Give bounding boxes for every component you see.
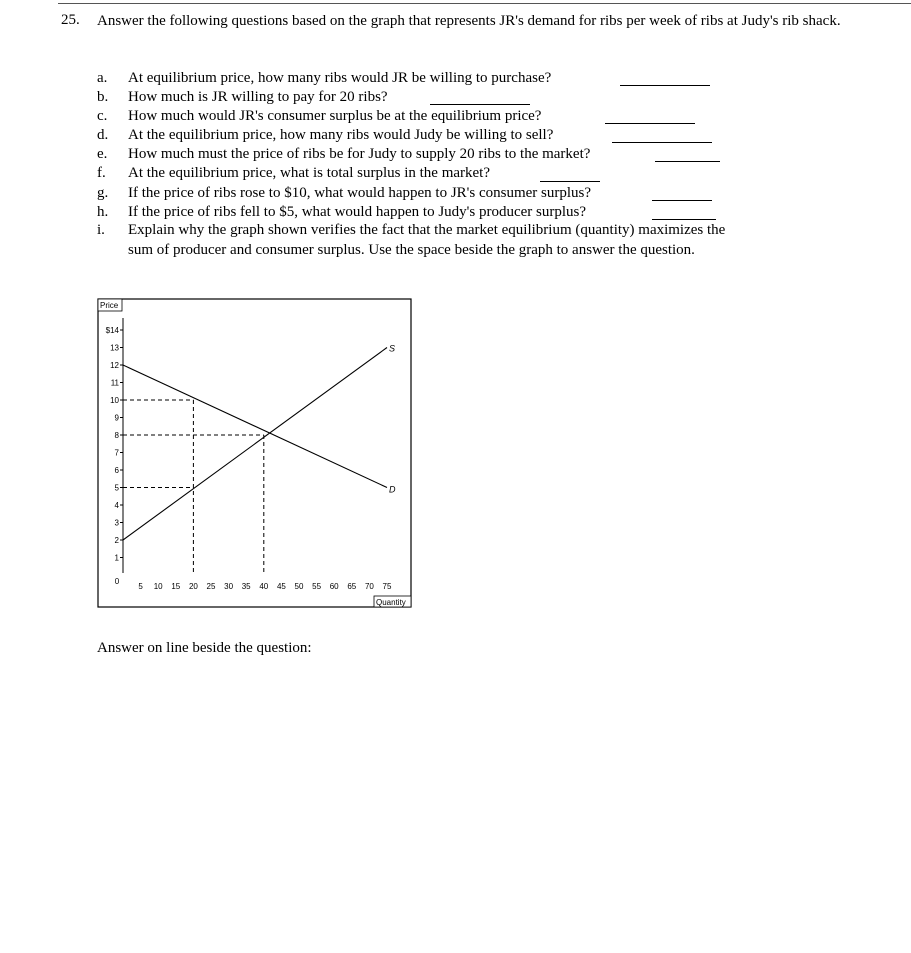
top-rule	[58, 3, 911, 4]
item-text: If the price of ribs rose to $10, what would happen to JR's consumer surplus?	[128, 184, 592, 201]
item-text: Explain why the graph shown verifies the fact that the market equilibrium (quantity) maximizes the sum of producer and consumer surplus. Use the space beside the graph to answer the question.	[128, 222, 726, 258]
item-text: If the price of ribs fell to $5, what would happen to Judy's producer surplus?	[128, 203, 587, 220]
x-tick-label: 40	[259, 582, 269, 591]
x-tick-label: 10	[153, 582, 163, 591]
y-tick-label: 11	[110, 378, 119, 388]
x-tick-label: 20	[188, 582, 198, 591]
item-letter: c.	[97, 108, 108, 125]
item-text: At the equilibrium price, what is total surplus in the market?	[128, 165, 490, 182]
item-letter: i.	[97, 222, 105, 238]
item-text: At the equilibrium price, how many ribs would Judy be willing to sell?	[128, 127, 554, 144]
y-tick-label: 8	[114, 431, 119, 440]
item-letter: f.	[97, 165, 106, 182]
question-prompt: Answer the following questions based on the graph that represents JR's demand for ribs per week of ribs at Judy's rib shack.	[97, 13, 841, 29]
question-item-g	[97, 184, 737, 203]
y-tick-label: $14	[105, 326, 119, 335]
question-items	[97, 69, 737, 222]
x-tick-label: 45	[276, 582, 286, 591]
item-text: At equilibrium price, how many ribs would JR be willing to purchase?	[128, 70, 552, 86]
y-axis-label: Price	[100, 301, 119, 310]
y-tick-label: 6	[114, 466, 119, 475]
y-tick-label: 5	[114, 483, 119, 493]
x-tick-label: 25	[206, 582, 216, 591]
answer-line-f[interactable]	[540, 165, 600, 182]
answer-line-a[interactable]	[620, 69, 710, 86]
supply-demand-chart	[97, 298, 413, 610]
x-tick-label: 65	[347, 582, 357, 591]
x-tick-label: 55	[312, 582, 322, 591]
answer-line-g[interactable]	[652, 184, 712, 201]
item-letter: h.	[97, 203, 109, 220]
question-item-e	[97, 145, 737, 164]
x-tick-label: 35	[241, 582, 251, 591]
answer-instruction: Answer on line beside the question:	[97, 640, 312, 656]
item-letter: a.	[97, 70, 108, 86]
y-tick-label: 2	[114, 536, 119, 545]
item-text: How much is JR willing to pay for 20 ribs?	[128, 89, 388, 106]
answer-line-h[interactable]	[652, 203, 716, 220]
x-axis-label: Quantity	[376, 598, 406, 607]
y-tick-label: 10	[110, 396, 119, 405]
question-item-f	[97, 164, 737, 183]
item-letter: g.	[97, 184, 109, 201]
x-tick-label: 15	[171, 582, 181, 591]
origin-label: 0	[114, 577, 120, 586]
x-tick-label: 5	[138, 582, 143, 591]
y-tick-label: 4	[114, 501, 119, 510]
x-tick-label: 30	[224, 582, 234, 591]
item-letter: e.	[97, 146, 108, 163]
item-text: How much must the price of ribs be for Judy to supply 20 ribs to the market?	[128, 146, 591, 163]
supply-label: S	[389, 343, 396, 354]
x-tick-label: 60	[329, 582, 339, 591]
answer-line-c[interactable]	[605, 107, 695, 124]
demand-label: D	[389, 484, 396, 495]
item-letter: b.	[97, 89, 109, 106]
answer-line-d[interactable]	[612, 126, 712, 143]
y-tick-label: 7	[114, 448, 119, 458]
answer-line-e[interactable]	[655, 145, 720, 162]
question-number: 25.	[61, 12, 80, 28]
x-tick-label: 50	[294, 582, 304, 591]
question-item-b	[97, 88, 737, 107]
x-tick-label: 70	[364, 582, 374, 591]
y-tick-label: 3	[114, 518, 119, 528]
x-tick-label: 75	[382, 582, 392, 591]
question-item-h	[97, 203, 737, 222]
y-tick-label: 1	[114, 553, 119, 563]
y-tick-label: 9	[114, 413, 119, 423]
y-tick-label: 12	[110, 361, 119, 370]
item-letter: d.	[97, 127, 109, 144]
item-text: How much would JR's consumer surplus be at the equilibrium price?	[128, 108, 542, 125]
chart-frame	[98, 299, 411, 607]
answer-line-b[interactable]	[430, 88, 530, 105]
y-tick-label: 13	[110, 343, 119, 353]
